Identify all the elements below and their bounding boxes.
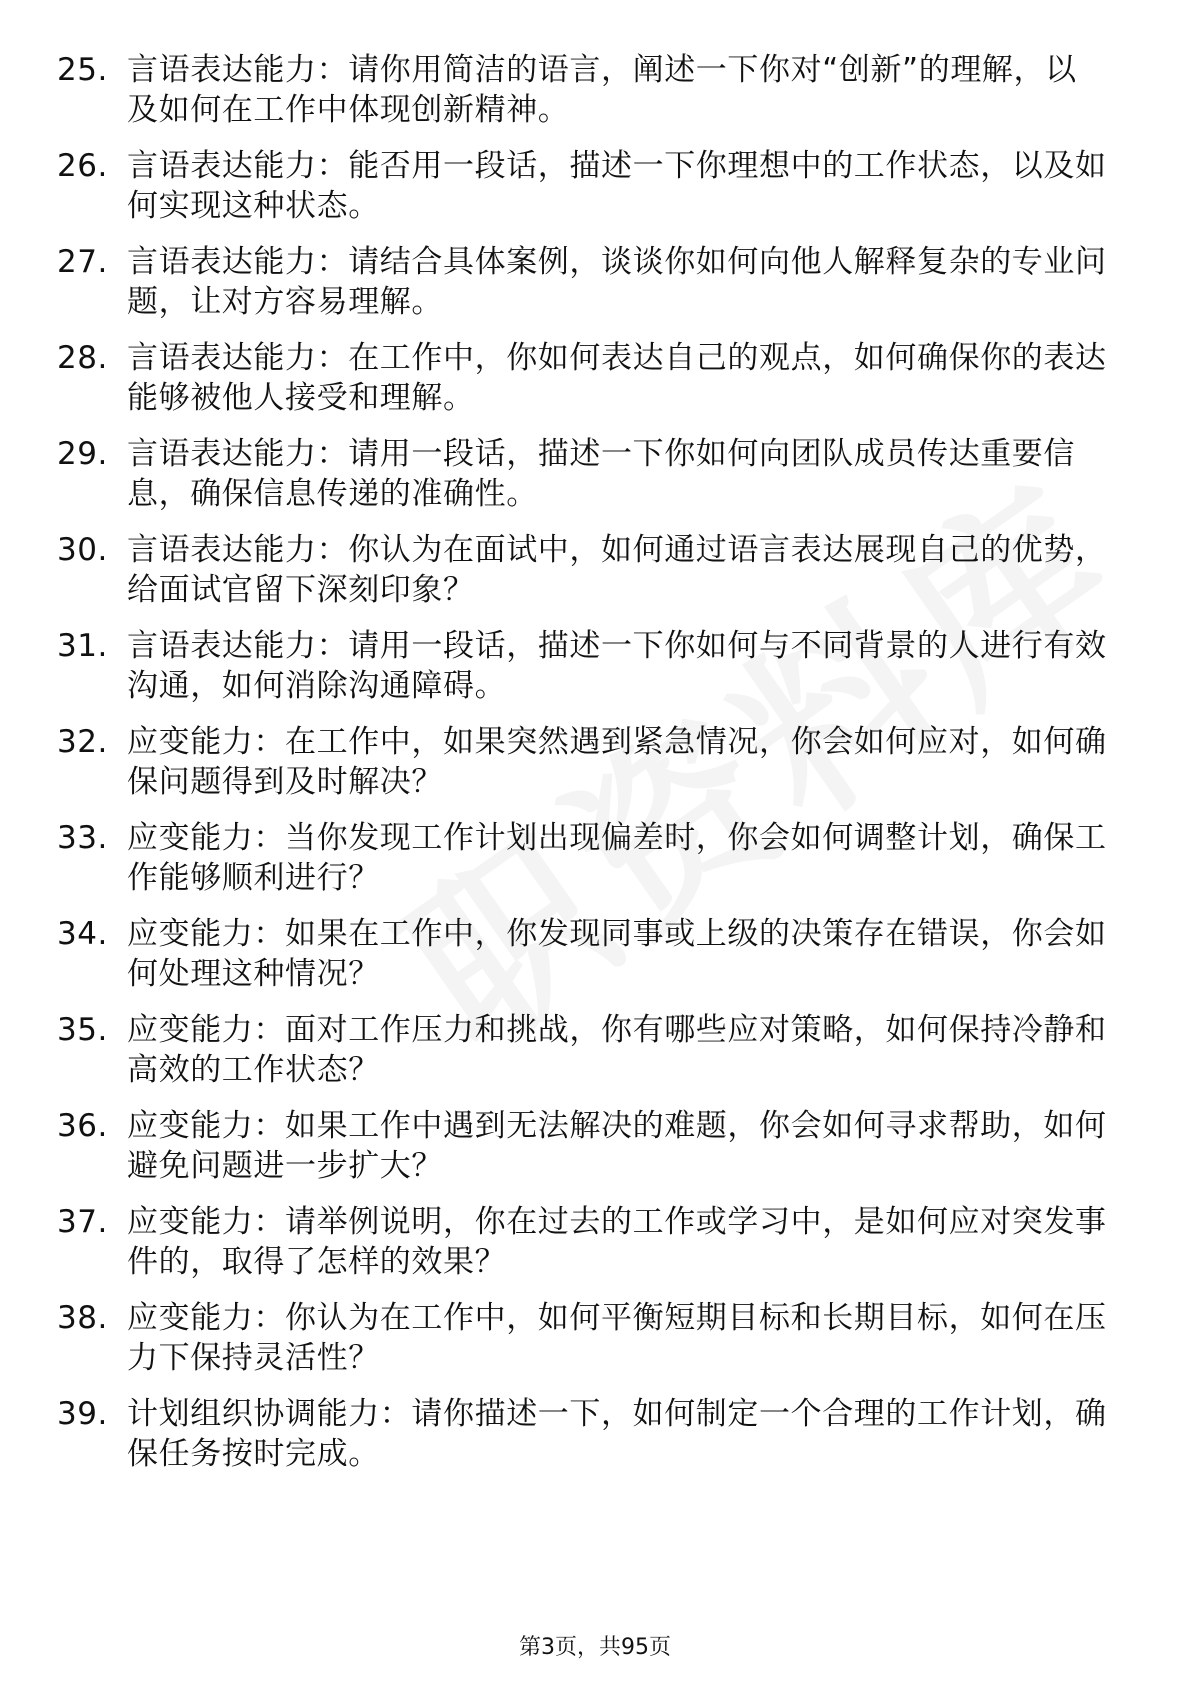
question-text: 言语表达能力：请结合具体案例，谈谈你如何向他人解释复杂的专业问题，让对方容易理解。	[127, 244, 1107, 320]
question-number: 28.	[57, 340, 108, 376]
question-number: 32.	[57, 724, 108, 760]
question-text: 应变能力：面对工作压力和挑战，你有哪些应对策略，如何保持冷静和高效的工作状态？	[127, 1012, 1107, 1088]
question-number: 25.	[57, 52, 108, 88]
list-item	[0, 1298, 1190, 1398]
list-item	[0, 914, 1190, 1014]
question-number: 34.	[57, 916, 108, 952]
question-text: 应变能力：你认为在工作中，如何平衡短期目标和长期目标，如何在压力下保持灵活性？	[127, 1300, 1107, 1376]
question-number: 26.	[57, 148, 108, 184]
list-item	[0, 434, 1190, 534]
question-text: 应变能力：如果工作中遇到无法解决的难题，你会如何寻求帮助，如何避免问题进一步扩大？	[127, 1108, 1107, 1184]
question-text: 言语表达能力：请你用简洁的语言，阐述一下你对“创新”的理解，以及如何在工作中体现创新精神。	[127, 52, 1077, 128]
question-number: 33.	[57, 820, 108, 856]
page-footer: 第3页，共95页	[519, 1635, 671, 1660]
question-number: 29.	[57, 436, 108, 472]
question-text: 计划组织协调能力：请你描述一下，如何制定一个合理的工作计划，确保任务按时完成。	[127, 1396, 1107, 1472]
list-item	[0, 50, 1190, 150]
question-text: 应变能力：在工作中，如果突然遇到紧急情况，你会如何应对，如何确保问题得到及时解决？	[127, 724, 1107, 800]
question-number: 38.	[57, 1300, 108, 1336]
question-number: 27.	[57, 244, 108, 280]
question-number: 30.	[57, 532, 108, 568]
question-number: 36.	[57, 1108, 108, 1144]
question-text: 言语表达能力：请用一段话，描述一下你如何向团队成员传达重要信息，确保信息传递的准确性。	[127, 436, 1075, 512]
list-item	[0, 1202, 1190, 1302]
list-item	[0, 146, 1190, 246]
list-item	[0, 626, 1190, 726]
list-item	[0, 338, 1190, 438]
question-number: 31.	[57, 628, 108, 664]
list-item	[0, 530, 1190, 630]
list-item	[0, 242, 1190, 342]
question-number: 35.	[57, 1012, 108, 1048]
question-number: 39.	[57, 1396, 108, 1432]
list-item	[0, 722, 1190, 822]
question-text: 应变能力：当你发现工作计划出现偏差时，你会如何调整计划，确保工作能够顺利进行？	[127, 820, 1107, 896]
list-item	[0, 818, 1190, 918]
question-text: 应变能力：请举例说明，你在过去的工作或学习中，是如何应对突发事件的，取得了怎样的效果？	[127, 1204, 1107, 1280]
question-text: 言语表达能力：在工作中，你如何表达自己的观点，如何确保你的表达能够被他人接受和理解。	[127, 340, 1107, 416]
list-item	[0, 1394, 1190, 1494]
question-text: 言语表达能力：能否用一段话，描述一下你理想中的工作状态，以及如何实现这种状态。	[127, 148, 1107, 224]
question-text: 应变能力：如果在工作中，你发现同事或上级的决策存在错误，你会如何处理这种情况？	[127, 916, 1107, 992]
question-text: 言语表达能力：请用一段话，描述一下你如何与不同背景的人进行有效沟通，如何消除沟通障碍。	[127, 628, 1107, 704]
question-number: 37.	[57, 1204, 108, 1240]
list-item	[0, 1010, 1190, 1110]
question-text: 言语表达能力：你认为在面试中，如何通过语言表达展现自己的优势，给面试官留下深刻印象？	[127, 532, 1107, 608]
list-item	[0, 1106, 1190, 1206]
